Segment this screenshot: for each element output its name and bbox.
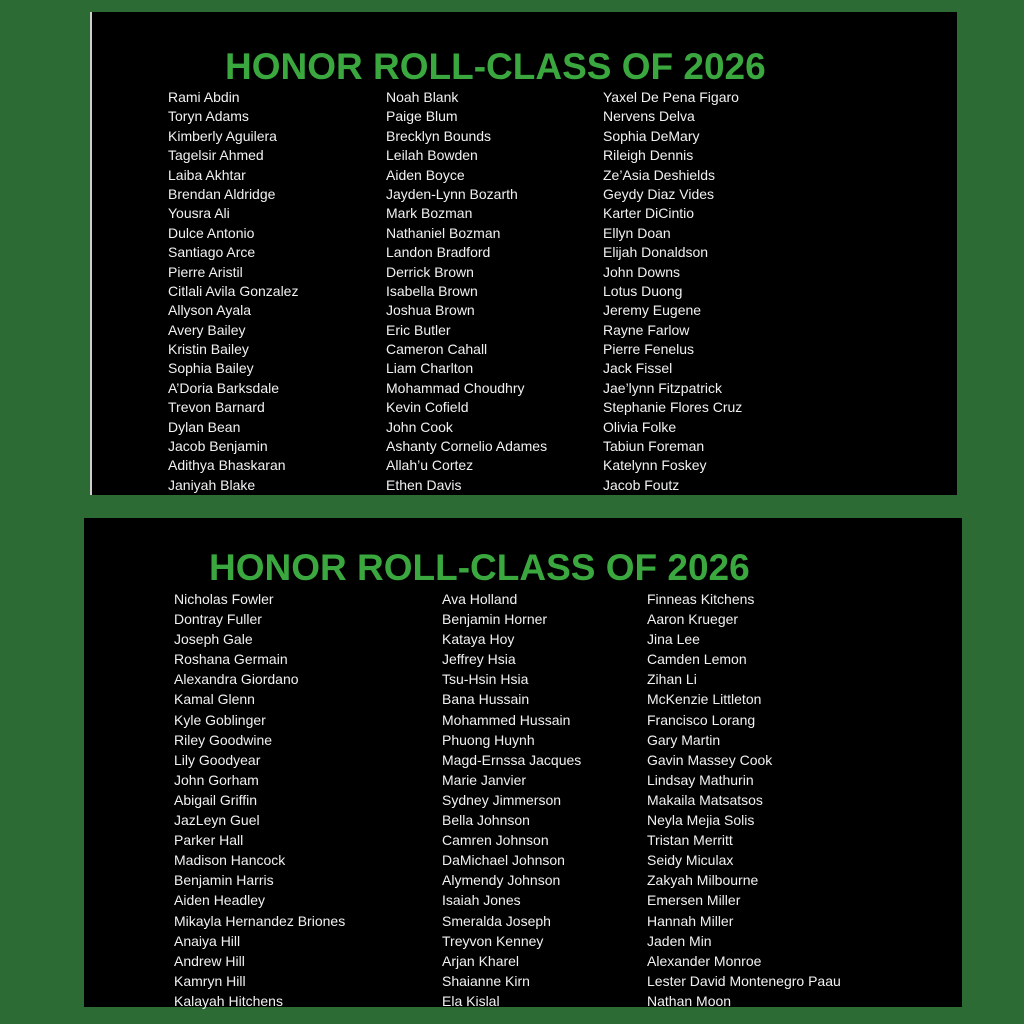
- student-name: Mark Bozman: [386, 205, 473, 222]
- student-name: Avery Bailey: [168, 321, 246, 338]
- panel-2-title: HONOR ROLL-CLASS OF 2026: [209, 547, 750, 588]
- student-name: Aaron Krueger: [647, 611, 739, 628]
- student-name: Kevin Cofield: [386, 399, 469, 416]
- student-name: Paige Blum: [386, 108, 458, 125]
- student-name: Rayne Farlow: [603, 321, 690, 338]
- student-name: Eric Butler: [386, 321, 451, 338]
- student-name: Cameron Cahall: [386, 341, 488, 358]
- student-name: Kalayah Hitchens: [174, 992, 283, 1009]
- student-name: Benjamin Horner: [442, 611, 548, 628]
- student-name: Ava Holland: [442, 591, 518, 607]
- student-name: Marie Janvier: [442, 771, 527, 788]
- student-name: Nathan Moon: [647, 992, 732, 1009]
- student-name: Liam Charlton: [386, 360, 474, 377]
- student-name: Jacob Foutz: [603, 476, 680, 493]
- student-name: Sydney Jimmerson: [442, 791, 562, 808]
- student-name: Mikayla Hernandez Briones: [174, 912, 346, 929]
- student-name: Laiba Akhtar: [168, 166, 246, 183]
- student-name: Alymendy Johnson: [442, 872, 561, 889]
- student-name: Gary Martin: [647, 731, 721, 748]
- student-name: Abigail Griffin: [174, 791, 258, 808]
- student-name: Ashanty Cornelio Adames: [386, 438, 548, 455]
- student-name: Janiyah Blake: [168, 476, 256, 493]
- student-name: Arjan Kharel: [442, 952, 520, 969]
- student-name: Yaxel De Pena Figaro: [603, 89, 739, 105]
- student-name: Zihan Li: [647, 671, 697, 688]
- student-name: Ellyn Doan: [603, 224, 671, 241]
- name-column-2: [442, 589, 581, 1011]
- student-name: Nathaniel Bozman: [386, 224, 501, 241]
- student-name: Noah Blank: [386, 89, 459, 105]
- student-name: Tristan Merritt: [647, 832, 733, 849]
- student-name: Magd-Ernssa Jacques: [442, 751, 582, 768]
- student-name: Emersen Miller: [647, 892, 741, 909]
- student-name: Tsu-Hsin Hsia: [442, 671, 529, 688]
- student-name: Dulce Antonio: [168, 224, 255, 241]
- student-name: Kimberly Aguilera: [168, 127, 277, 144]
- student-name: Sophia Bailey: [168, 360, 254, 377]
- student-name: Jack Fissel: [603, 360, 673, 377]
- student-name: Ze’Asia Deshields: [603, 166, 716, 183]
- student-name: Isabella Brown: [386, 282, 478, 299]
- student-name: Riley Goodwine: [174, 731, 273, 748]
- student-name: Bana Hussain: [442, 691, 530, 708]
- student-name: Jeffrey Hsia: [442, 651, 516, 668]
- student-name: Elijah Donaldson: [603, 244, 709, 261]
- student-name: JazLeyn Guel: [174, 812, 260, 829]
- student-name: Madison Hancock: [174, 852, 286, 869]
- panel-1-title: HONOR ROLL-CLASS OF 2026: [225, 46, 766, 87]
- student-name: Mohammed Hussain: [442, 711, 571, 728]
- student-name: Lester David Montenegro Paau: [647, 972, 841, 989]
- student-name: Derrick Brown: [386, 263, 474, 280]
- student-name: Adithya Bhaskaran: [168, 457, 286, 474]
- student-name: Benjamin Harris: [174, 872, 274, 889]
- student-name: Gavin Massey Cook: [647, 751, 773, 768]
- student-name: Seidy Miculax: [647, 852, 734, 869]
- student-name: Camden Lemon: [647, 651, 747, 668]
- name-column-3: [647, 589, 841, 1011]
- student-name: Aiden Boyce: [386, 166, 465, 183]
- student-name: Lotus Duong: [603, 282, 683, 299]
- student-name: Alexandra Giordano: [174, 671, 299, 688]
- student-name: Joseph Gale: [174, 631, 253, 648]
- student-name: Geydy Diaz Vides: [603, 185, 715, 202]
- name-column-3: [603, 88, 742, 495]
- honor-roll-panel-2: [84, 518, 962, 1007]
- student-name: McKenzie Littleton: [647, 691, 762, 708]
- student-name: Anaiya Hill: [174, 932, 241, 949]
- student-name: Trevon Barnard: [168, 399, 265, 416]
- student-name: Rileigh Dennis: [603, 147, 694, 164]
- student-name: Mohammad Choudhry: [386, 379, 525, 396]
- honor-roll-panel-1: [90, 12, 957, 495]
- student-name: Jina Lee: [647, 631, 700, 648]
- student-name: Lily Goodyear: [174, 751, 261, 768]
- student-name: Joshua Brown: [386, 302, 475, 319]
- student-name: Nicholas Fowler: [174, 591, 274, 607]
- student-name: Brecklyn Bounds: [386, 127, 492, 144]
- student-name: Santiago Arce: [168, 244, 256, 261]
- student-name: Kataya Hoy: [442, 631, 515, 648]
- student-name: Karter DiCintio: [603, 205, 695, 222]
- student-name: Kamal Glenn: [174, 691, 255, 708]
- student-name: Tabiun Foreman: [603, 438, 705, 455]
- student-name: Pierre Aristil: [168, 263, 243, 280]
- student-name: Dylan Bean: [168, 418, 241, 435]
- student-name: Jae’lynn Fitzpatrick: [603, 379, 723, 396]
- student-name: Yousra Ali: [168, 205, 230, 222]
- student-name: Smeralda Joseph: [442, 912, 551, 929]
- student-name: Parker Hall: [174, 832, 244, 849]
- student-name: Allah’u Cortez: [386, 457, 474, 474]
- student-name: Tagelsir Ahmed: [168, 147, 264, 164]
- student-name: Andrew Hill: [174, 952, 245, 969]
- student-name: Hannah Miller: [647, 912, 734, 929]
- student-name: Dontray Fuller: [174, 611, 262, 628]
- name-column-1: [168, 88, 298, 495]
- student-name: DaMichael Johnson: [442, 852, 565, 869]
- student-name: Bella Johnson: [442, 812, 530, 829]
- student-name: Jayden-Lynn Bozarth: [386, 185, 518, 202]
- student-name: A’Doria Barksdale: [168, 379, 280, 396]
- student-name: Isaiah Jones: [442, 892, 521, 909]
- student-name: Kamryn Hill: [174, 972, 246, 989]
- student-name: John Downs: [603, 263, 681, 280]
- student-name: Zakyah Milbourne: [647, 872, 759, 889]
- student-name: Phuong Huynh: [442, 731, 535, 748]
- student-name: John Cook: [386, 418, 453, 435]
- student-name: Jeremy Eugene: [603, 302, 702, 319]
- student-name: Landon Bradford: [386, 244, 491, 261]
- student-name: Treyvon Kenney: [442, 932, 544, 949]
- student-name: Sophia DeMary: [603, 127, 700, 144]
- student-name: Citlali Avila Gonzalez: [168, 282, 299, 299]
- student-name: Jaden Min: [647, 932, 712, 949]
- student-name: Roshana Germain: [174, 651, 288, 668]
- student-name: Pierre Fenelus: [603, 341, 695, 358]
- student-name: Allyson Ayala: [168, 302, 252, 319]
- student-name: Ela Kislal: [442, 992, 500, 1009]
- student-name: Francisco Lorang: [647, 711, 756, 728]
- student-name: Jacob Benjamin: [168, 438, 268, 455]
- student-name: Katelynn Foskey: [603, 457, 707, 474]
- student-name: Neyla Mejia Solis: [647, 812, 755, 829]
- student-name: Makaila Matsatsos: [647, 791, 763, 808]
- student-name: Aiden Headley: [174, 892, 266, 909]
- student-name: Lindsay Mathurin: [647, 771, 754, 788]
- student-name: Alexander Monroe: [647, 952, 762, 969]
- student-name: Rami Abdin: [168, 89, 240, 105]
- student-name: Ethen Davis: [386, 476, 462, 493]
- student-name: Shaianne Kirn: [442, 972, 530, 989]
- student-name: Olivia Folke: [603, 418, 677, 435]
- student-name: Kyle Goblinger: [174, 711, 266, 728]
- student-name: Toryn Adams: [168, 108, 249, 125]
- student-name: Stephanie Flores Cruz: [603, 399, 743, 416]
- student-name: Kristin Bailey: [168, 341, 249, 358]
- student-name: John Gorham: [174, 771, 259, 788]
- student-name: Camren Johnson: [442, 832, 549, 849]
- student-name: Brendan Aldridge: [168, 185, 276, 202]
- student-name: Nervens Delva: [603, 108, 695, 125]
- name-column-2: [386, 88, 547, 495]
- student-name: Finneas Kitchens: [647, 591, 755, 607]
- name-column-1: [174, 589, 345, 1011]
- student-name: Leilah Bowden: [386, 147, 478, 164]
